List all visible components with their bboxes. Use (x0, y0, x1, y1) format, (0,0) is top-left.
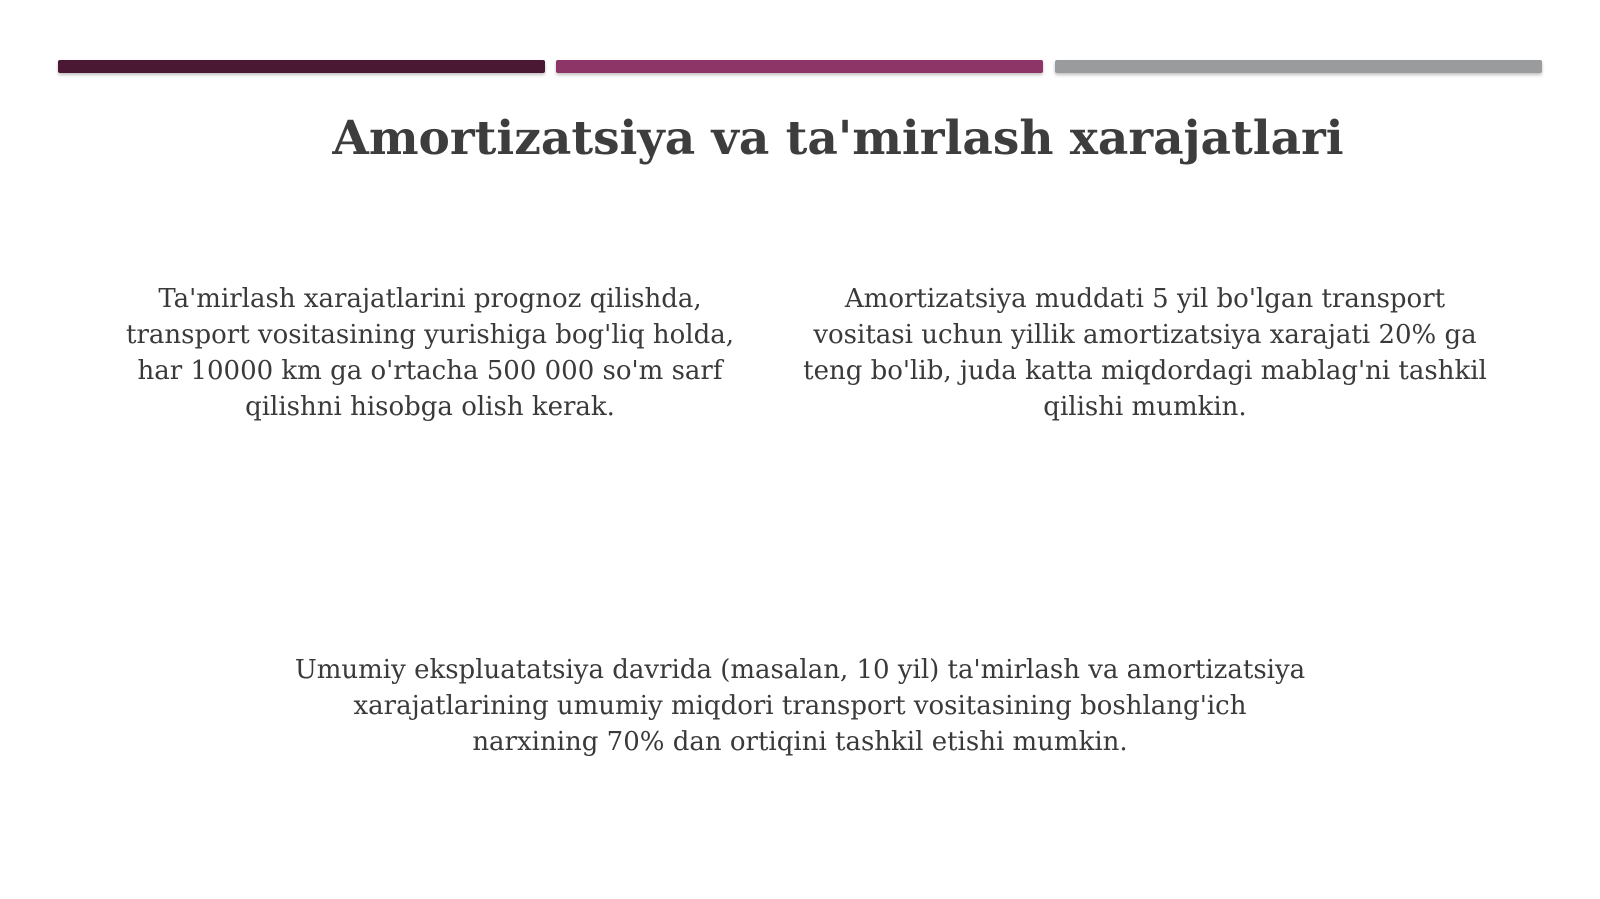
slide-title: Amortizatsiya va ta'mirlash xarajatlari (332, 111, 1344, 166)
title-container (0, 110, 1600, 169)
accent-bar-dark-plum (58, 60, 545, 73)
total-cost-paragraph: Umumiy ekspluatatsiya davrida (masalan, 10 yil) ta'mirlash va amortizatsiya xarajatlarining umumiy miqdori transport vositasining boshlang'ich narxining 70% dan ortiqini tashkil etishi mumkin. (294, 655, 1306, 757)
repair-cost-paragraph: Ta'mirlash xarajatlarini prognoz qilishda, transport vositasining yurishiga bog'liq holda, har 10000 km ga o'rtacha 500 000 so'm sarf qilishni hisobga olish kerak. (126, 284, 734, 422)
accent-bar-gray (1055, 60, 1542, 73)
accent-bar-magenta (556, 60, 1043, 73)
amortization-paragraph: Amortizatsiya muddati 5 yil bo'lgan transport vositasi uchun yillik amortizatsiya xarajati 20% ga teng bo'lib, juda katta miqdordagi mablag'ni tashkil qilishi mumkin. (803, 284, 1487, 422)
